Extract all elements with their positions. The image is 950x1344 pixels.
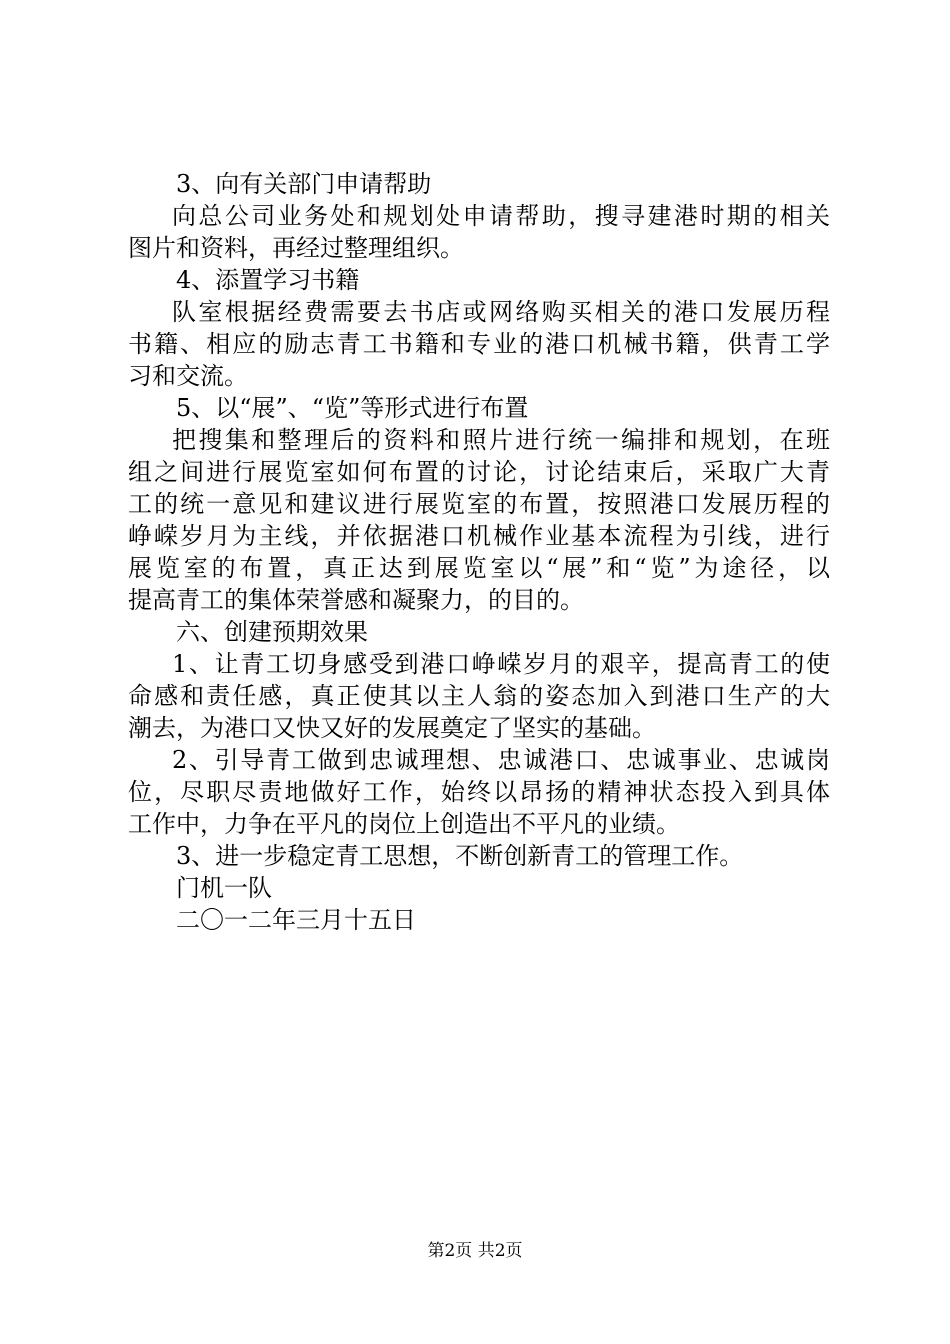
paragraph-line: 位，尽职尽责地做好工作，始终以昂扬的精神状态投入到具体 xyxy=(128,778,830,806)
paragraph-line: 向总公司业务处和规划处申请帮助，搜寻建港时期的相关 xyxy=(172,202,830,230)
section-heading-expected-effects: 六、创建预期效果 xyxy=(176,618,368,646)
section-heading-exhibition: 5、以“展”、“览”等形式进行布置 xyxy=(176,394,529,422)
signature-unit: 门机一队 xyxy=(176,874,272,902)
page-number-footer: 第2页 共2页 xyxy=(427,1241,523,1261)
paragraph-line: 峥嵘岁月为主线，并依据港口机械作业基本流程为引线，进行 xyxy=(128,522,830,550)
paragraph-line: 提高青工的集体荣誉感和凝聚力，的目的。 xyxy=(128,586,584,614)
paragraph-line: 命感和责任感，真正使其以主人翁的姿态加入到港口生产的大 xyxy=(128,682,830,710)
paragraph-line: 图片和资料，再经过整理组织。 xyxy=(128,234,464,262)
section-heading-add-books: 4、添置学习书籍 xyxy=(176,266,360,294)
section-heading-apply-help: 3、向有关部门申请帮助 xyxy=(176,170,432,198)
paragraph-line: 潮去，为港口又快又好的发展奠定了坚实的基础。 xyxy=(128,714,656,742)
paragraph-line: 2、引导青工做到忠诚理想、忠诚港口、忠诚事业、忠诚岗 xyxy=(172,746,830,774)
paragraph-line: 组之间进行展览室如何布置的讨论，讨论结束后，采取广大青 xyxy=(128,458,830,486)
paragraph-line: 工的统一意见和建议进行展览室的布置，按照港口发展历程的 xyxy=(128,490,830,518)
paragraph-line: 3、进一步稳定青工思想，不断创新青工的管理工作。 xyxy=(176,842,744,870)
signature-date: 二〇一二年三月十五日 xyxy=(176,906,416,934)
paragraph-line: 展览室的布置，真正达到展览室以“展”和“览”为途径，以 xyxy=(128,554,830,582)
paragraph-line: 书籍、相应的励志青工书籍和专业的港口机械书籍，供青工学 xyxy=(128,330,830,358)
paragraph-line: 1、让青工切身感受到港口峥嵘岁月的艰辛，提高青工的使 xyxy=(172,650,830,678)
paragraph-line: 队室根据经费需要去书店或网络购买相关的港口发展历程 xyxy=(172,298,830,326)
paragraph-line: 工作中，力争在平凡的岗位上创造出不平凡的业绩。 xyxy=(128,810,680,838)
paragraph-line: 习和交流。 xyxy=(128,362,248,390)
paragraph-line: 把搜集和整理后的资料和照片进行统一编排和规划，在班 xyxy=(172,426,830,454)
document-body xyxy=(128,168,830,936)
